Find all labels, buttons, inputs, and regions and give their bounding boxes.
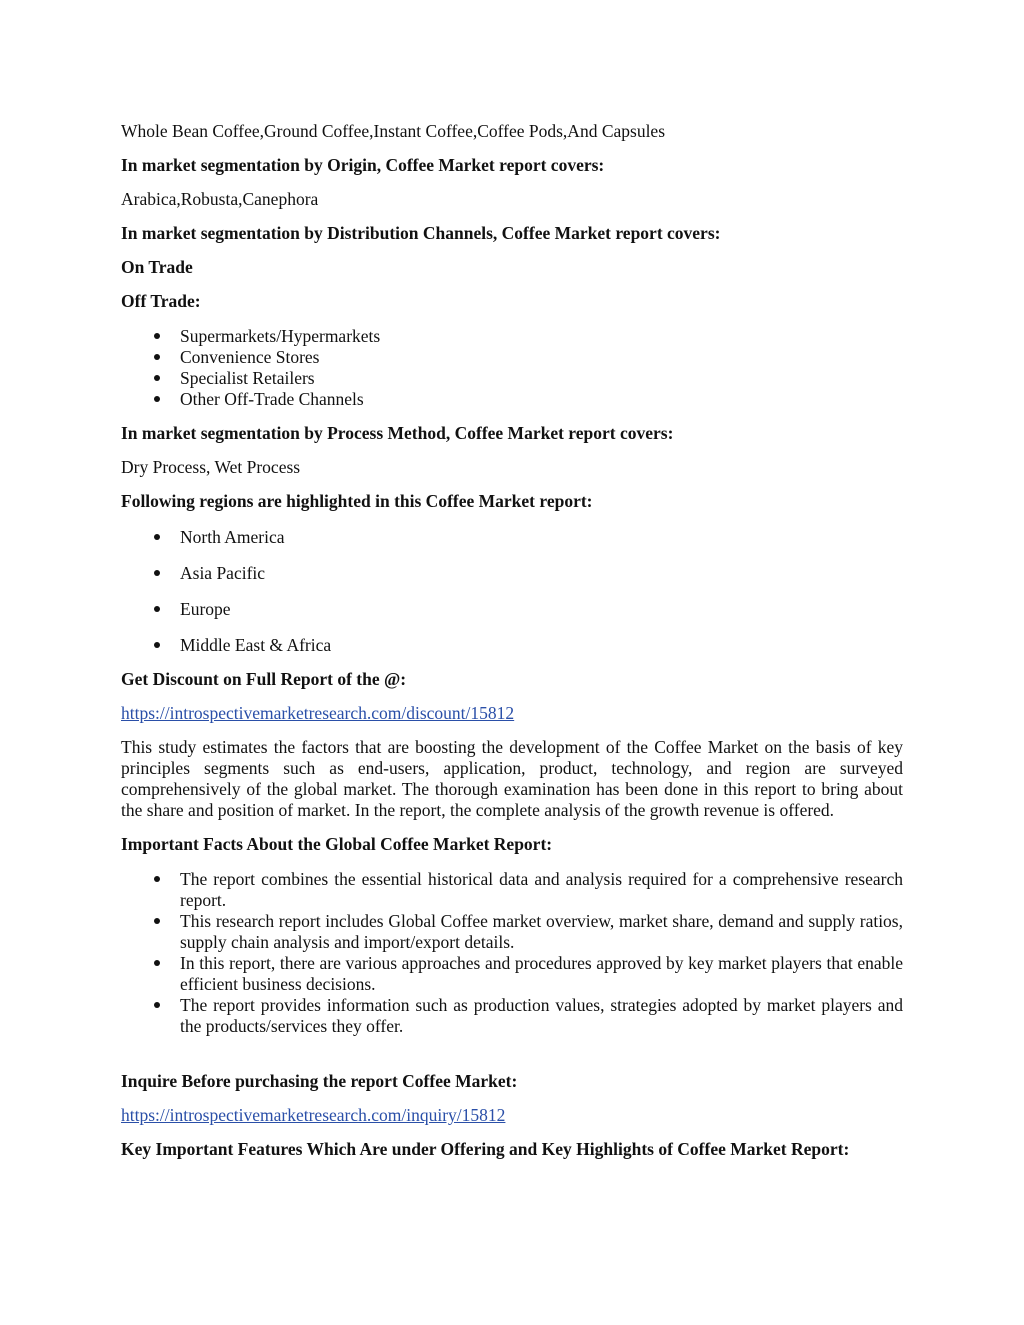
discount-heading: Get Discount on Full Report of the @: (121, 669, 407, 689)
off-trade-list (121, 326, 903, 410)
discount-link[interactable]: https://introspectivemarketresearch.com/discount/15812 (121, 703, 515, 723)
study-paragraph: This study estimates the factors that are boosting the development of the Coffee Market on the basis of key principles segments such as end-users, application, product, technology, and region are surveyed comprehensively of the global market. The thorough examination has been done in this report to bring about the share and position of market. In the report, the complete analysis of the growth revenue is offered. (121, 737, 903, 820)
list-item: Specialist Retailers (121, 368, 903, 389)
distribution-heading: In market segmentation by Distribution Channels, Coffee Market report covers: (121, 223, 721, 243)
regions-list (121, 527, 903, 656)
coffee-types-line: Whole Bean Coffee,Ground Coffee,Instant Coffee,Coffee Pods,And Capsules (121, 121, 666, 141)
off-trade-label: Off Trade: (121, 291, 201, 311)
inquire-heading: Inquire Before purchasing the report Coffee Market: (121, 1071, 518, 1091)
facts-heading: Important Facts About the Global Coffee Market Report: (121, 834, 553, 854)
process-line: Dry Process, Wet Process (121, 457, 301, 477)
on-trade-label: On Trade (121, 257, 193, 277)
facts-list (121, 869, 903, 1037)
list-item: Europe (121, 599, 903, 620)
origin-heading: In market segmentation by Origin, Coffee Market report covers: (121, 155, 605, 175)
regions-heading: Following regions are highlighted in this Coffee Market report: (121, 491, 593, 511)
list-item: The report combines the essential historical data and analysis required for a comprehensive research report. (121, 869, 903, 911)
document-page (121, 121, 903, 1160)
list-item: The report provides information such as production values, strategies adopted by market players and the products/services they offer. (121, 995, 903, 1037)
inquiry-link[interactable]: https://introspectivemarketresearch.com/inquiry/15812 (121, 1105, 506, 1125)
list-item: Convenience Stores (121, 347, 903, 368)
list-item: In this report, there are various approaches and procedures approved by key market players that enable efficient business decisions. (121, 953, 903, 995)
list-item: Other Off-Trade Channels (121, 389, 903, 410)
origin-line: Arabica,Robusta,Canephora (121, 189, 319, 209)
list-item: Middle East & Africa (121, 635, 903, 656)
list-item: Asia Pacific (121, 563, 903, 584)
process-heading: In market segmentation by Process Method, Coffee Market report covers: (121, 423, 674, 443)
list-item: This research report includes Global Coffee market overview, market share, demand and supply ratios, supply chain analysis and import/export details. (121, 911, 903, 953)
list-item: Supermarkets/Hypermarkets (121, 326, 903, 347)
list-item: North America (121, 527, 903, 548)
features-heading: Key Important Features Which Are under Offering and Key Highlights of Coffee Market Report: (121, 1139, 850, 1159)
